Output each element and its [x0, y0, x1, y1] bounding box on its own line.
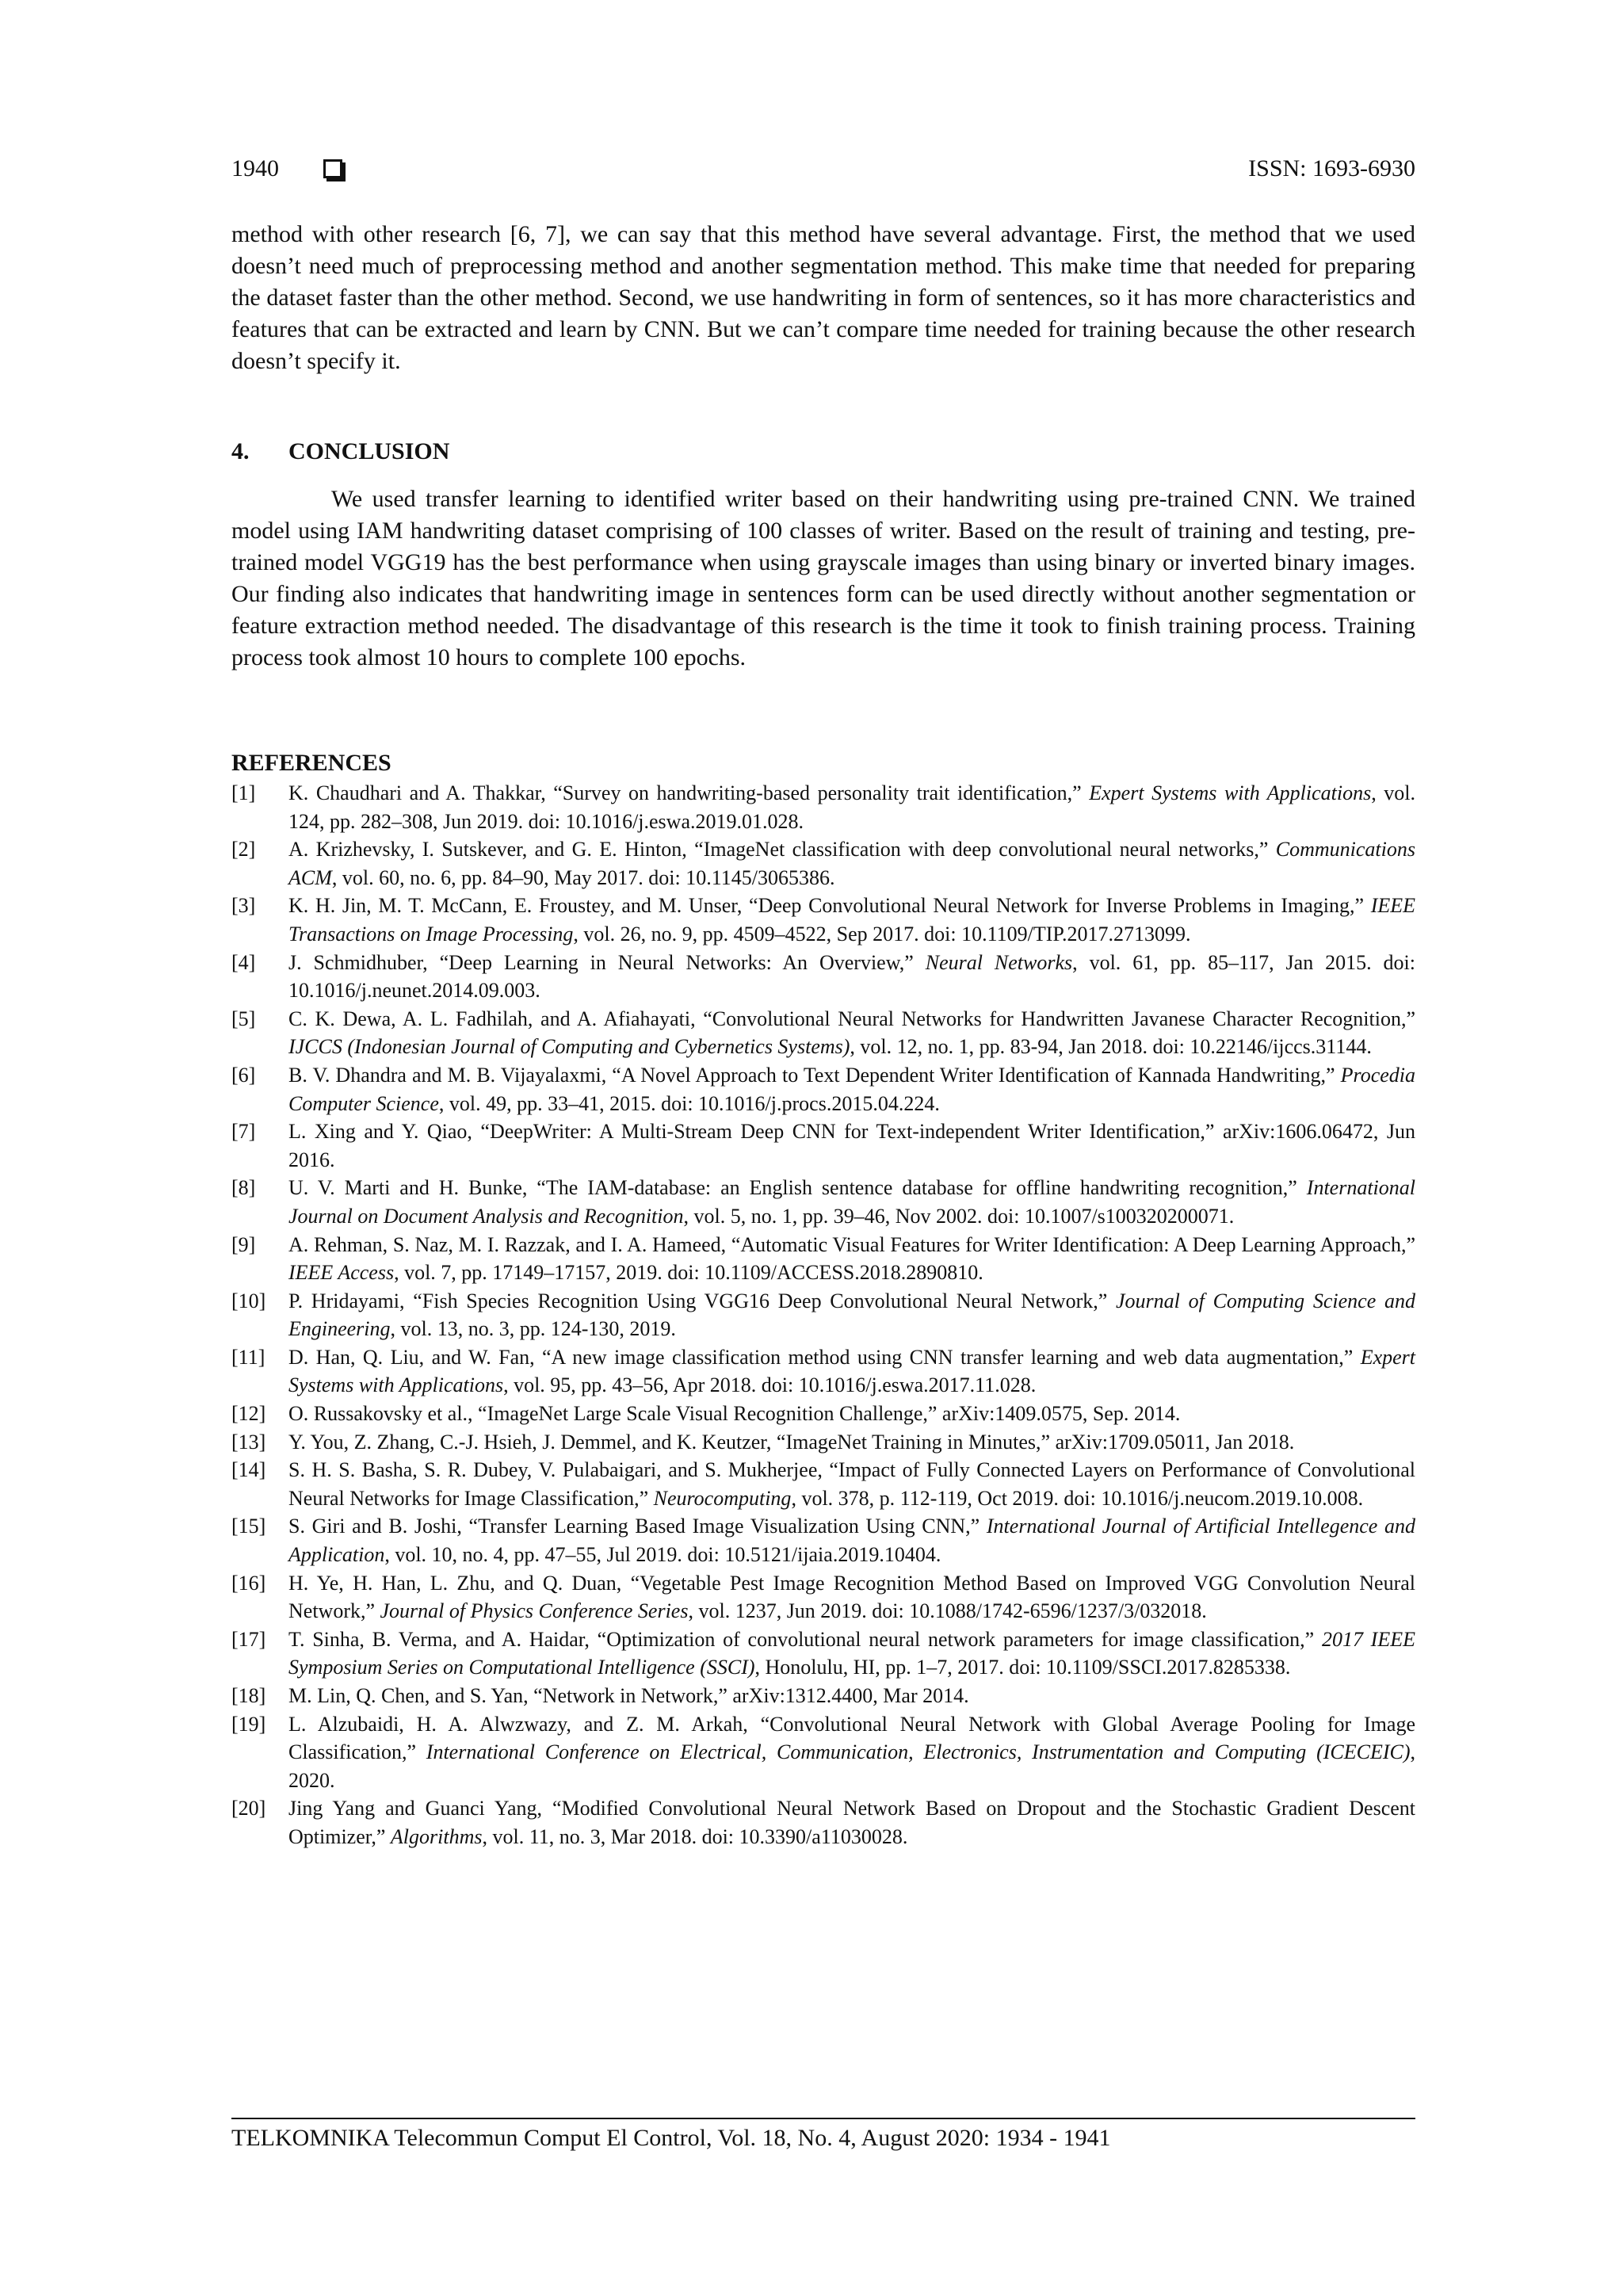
reference-number: [5] — [231, 1007, 256, 1030]
section-number: 4. — [231, 438, 250, 464]
reference-venue: Expert Systems with Applications — [288, 1345, 1415, 1397]
reference-venue: International Journal on Document Analysis and Recognition — [288, 1176, 1415, 1228]
reference-number: [18] — [231, 1684, 266, 1707]
reference-venue: Expert Systems with Applications — [1089, 781, 1372, 804]
footer-citation: TELKOMNIKA Telecommun Comput El Control, Vol. 18, No. 4, August 2020: 1934 - 1941 — [231, 2125, 1111, 2151]
reference-number: [9] — [231, 1232, 256, 1256]
reference-body: J. Schmidhuber, “Deep Learning in Neural Networks: An Overview,” — [288, 950, 926, 974]
reference-number: [16] — [231, 1571, 266, 1595]
reference-venue: 2017 IEEE Symposium Series on Computational Intelligence (SSCI) — [288, 1627, 1415, 1679]
reference-details: , Honolulu, HI, pp. 1–7, 2017. doi: 10.1109/SSCI.2017.8285338. — [754, 1656, 1291, 1679]
reference-body: Y. You, Z. Zhang, C.-J. Hsieh, J. Demmel, and K. Keutzer, “ImageNet Training in Minutes,” arXiv:1709.05011, Jan 2018. — [288, 1430, 1295, 1454]
reference-venue: International Journal of Artificial Intellegence and Application — [288, 1515, 1415, 1567]
reference-number: [7] — [231, 1120, 256, 1144]
section-heading — [231, 436, 449, 468]
reference-text — [288, 1512, 1415, 1568]
reference-item — [231, 1287, 1415, 1343]
reference-details: , vol. 12, no. 1, pp. 83-94, Jan 2018. doi: 10.22146/ijccs.31144. — [850, 1035, 1372, 1059]
reference-item — [231, 1174, 1415, 1230]
reference-item — [231, 892, 1415, 948]
reference-number: [3] — [231, 894, 256, 918]
reference-body: S. Giri and B. Joshi, “Transfer Learning Based Image Visualization Using CNN,” — [288, 1515, 987, 1538]
reference-venue: Communications ACM — [288, 838, 1415, 889]
reference-details: , vol. 11, no. 3, Mar 2018. doi: 10.3390/a11030028. — [482, 1824, 908, 1848]
reference-item — [231, 949, 1415, 1005]
reference-text — [288, 1117, 1415, 1174]
reference-details: , vol. 7, pp. 17149–17157, 2019. doi: 10.1109/ACCESS.2018.2890810. — [394, 1261, 983, 1285]
reference-details: , vol. 378, p. 112-119, Oct 2019. doi: 10.1016/j.neucom.2019.10.008. — [791, 1486, 1364, 1510]
body-paragraph: method with other research [6, 7], we can say that this method have several advantage. First, the method that we used doesn’t need much of preprocessing method and another segmentation method. This make time that needed for preparing the dataset faster than the other method. Second, we use handwriting in form of sentences, so it has more characteristics and features that can be extracted and learn by CNN. But we can’t compare time needed for training because the other research doesn’t specify it. — [231, 221, 1415, 374]
reference-body: T. Sinha, B. Verma, and A. Haidar, “Optimization of convolutional neural network parameters for image classification,” — [288, 1627, 1322, 1651]
reference-text — [288, 1456, 1415, 1512]
reference-details: , vol. 60, no. 6, pp. 84–90, May 2017. doi: 10.1145/3065386. — [331, 865, 835, 889]
reference-item — [231, 1428, 1415, 1457]
reference-body: S. H. S. Basha, S. R. Dubey, V. Pulabaigari, and S. Mukherjee, “Impact of Fully Connected Layers on Performance of Convolutional Neural Networks for Image Classification,” — [288, 1458, 1415, 1510]
reference-body: A. Rehman, S. Naz, M. I. Razzak, and I. A. Hameed, “Automatic Visual Features for Writer Identification: A Deep Learning Approach,” — [288, 1232, 1415, 1256]
reference-text — [288, 1343, 1415, 1400]
reference-number: [17] — [231, 1627, 266, 1651]
reference-item — [231, 835, 1415, 892]
reference-text — [288, 779, 1415, 835]
reference-body: D. Han, Q. Liu, and W. Fan, “A new image classification method using CNN transfer learning and web data augmentation,” — [288, 1345, 1361, 1369]
issn: ISSN: 1693-6930 — [1248, 155, 1415, 181]
reference-item — [231, 1710, 1415, 1795]
reference-number: [15] — [231, 1515, 266, 1538]
reference-item — [231, 1343, 1415, 1400]
reference-details: , vol. 49, pp. 33–41, 2015. doi: 10.1016/j.procs.2015.04.224. — [438, 1091, 940, 1115]
reference-item — [231, 1061, 1415, 1117]
reference-body: K. H. Jin, M. T. McCann, E. Froustey, and M. Unser, “Deep Convolutional Neural Network for Inverse Problems in Imaging,” — [288, 894, 1371, 918]
conclusion-paragraph: We used transfer learning to identified writer based on their handwriting using pre-trained CNN. We trained model using IAM handwriting dataset comprising of 100 classes of writer. Based on the result of training and testing, pre-trained model VGG19 has the best performance when using grayscale images than using binary or inverted binary images. Our finding also indicates that handwriting image in sentences form can be used directly without another segmentation or feature extraction method needed. The disadvantage of this research is the time it took to finish training process. Training process took almost 10 hours to complete 100 epochs. — [231, 486, 1415, 670]
reference-text — [288, 1428, 1415, 1457]
reference-body: C. K. Dewa, A. L. Fadhilah, and A. Afiahayati, “Convolutional Neural Networks for Handwritten Javanese Character Recognition,” — [288, 1007, 1415, 1030]
reference-item — [231, 1400, 1415, 1428]
reference-number: [6] — [231, 1063, 256, 1087]
reference-venue: Neurocomputing — [653, 1486, 792, 1510]
reference-number: [1] — [231, 781, 256, 804]
reference-item — [231, 1569, 1415, 1626]
reference-body: B. V. Dhandra and M. B. Vijayalaxmi, “A Novel Approach to Text Dependent Writer Identification of Kannada Handwriting,” — [288, 1063, 1341, 1087]
reference-text — [288, 1626, 1415, 1682]
reference-number: [20] — [231, 1797, 266, 1820]
square-icon — [323, 159, 342, 178]
page-header — [231, 155, 1415, 190]
reference-text — [288, 949, 1415, 1005]
reference-text — [288, 1400, 1415, 1428]
reference-list — [231, 779, 1415, 1851]
reference-item — [231, 1456, 1415, 1512]
reference-number: [13] — [231, 1430, 266, 1454]
reference-details: , vol. 124, pp. 282–308, Jun 2019. doi: 10.1016/j.eswa.2019.01.028. — [288, 781, 1416, 833]
reference-details: , vol. 5, no. 1, pp. 39–46, Nov 2002. doi: 10.1007/s100320200071. — [683, 1204, 1235, 1228]
reference-item — [231, 1512, 1415, 1568]
reference-venue: International Conference on Electrical, Communication, Electronics, Instrumentation and Computing (ICECEIC) — [426, 1740, 1411, 1764]
reference-text — [288, 1682, 1415, 1710]
reference-body: P. Hridayami, “Fish Species Recognition Using VGG16 Deep Convolutional Neural Network,” — [288, 1289, 1117, 1312]
reference-venue: Journal of Computing Science and Engineering — [288, 1289, 1415, 1341]
reference-item — [231, 779, 1415, 835]
footer-divider — [231, 2118, 1415, 2119]
reference-venue: Procedia Computer Science — [288, 1063, 1415, 1115]
reference-body: U. V. Marti and H. Bunke, “The IAM-database: an English sentence database for offline handwriting recognition,” — [288, 1176, 1307, 1200]
reference-details: , vol. 1237, Jun 2019. doi: 10.1088/1742-6596/1237/3/032018. — [688, 1599, 1207, 1623]
reference-number: [14] — [231, 1458, 266, 1482]
reference-number: [8] — [231, 1176, 256, 1200]
reference-venue: IJCCS (Indonesian Journal of Computing and Cybernetics Systems) — [288, 1035, 850, 1059]
reference-venue: Journal of Physics Conference Series — [380, 1599, 689, 1623]
reference-item — [231, 1794, 1415, 1851]
reference-number: [10] — [231, 1289, 266, 1312]
reference-text — [288, 892, 1415, 948]
reference-item — [231, 1005, 1415, 1061]
reference-body: H. Ye, H. Han, L. Zhu, and Q. Duan, “Vegetable Pest Image Recognition Method Based on Improved VGG Convolution Neural Network,” — [288, 1571, 1415, 1623]
reference-venue: Algorithms — [390, 1824, 483, 1848]
reference-body: O. Russakovsky et al., “ImageNet Large Scale Visual Recognition Challenge,” arXiv:1409.0575, Sep. 2014. — [288, 1402, 1181, 1426]
reference-details: , vol. 26, no. 9, pp. 4509–4522, Sep 2017. doi: 10.1109/TIP.2017.2713099. — [573, 922, 1191, 946]
reference-venue: IEEE Transactions on Image Processing — [288, 894, 1415, 946]
reference-number: [19] — [231, 1712, 266, 1736]
reference-body: L. Alzubaidi, H. A. Alwzwazy, and Z. M. Arkah, “Convolutional Neural Network with Global Average Pooling for Image Classification,” — [288, 1712, 1415, 1764]
reference-item — [231, 1682, 1415, 1710]
reference-venue: Neural Networks — [925, 950, 1073, 974]
reference-body: A. Krizhevsky, I. Sutskever, and G. E. Hinton, “ImageNet classification with deep convolutional neural networks,” — [288, 838, 1276, 861]
reference-number: [4] — [231, 950, 256, 974]
reference-body: K. Chaudhari and A. Thakkar, “Survey on handwriting-based personality trait identification,” — [288, 781, 1090, 804]
reference-number: [12] — [231, 1402, 266, 1426]
reference-details: , vol. 10, no. 4, pp. 47–55, Jul 2019. doi: 10.5121/ijaia.2019.10404. — [384, 1543, 941, 1567]
reference-details: , 2020. — [288, 1740, 1416, 1792]
reference-body: Jing Yang and Guanci Yang, “Modified Convolutional Neural Network Based on Dropout and the Stochastic Gradient Descent Optimizer,” — [288, 1797, 1415, 1848]
reference-number: [2] — [231, 838, 256, 861]
reference-details: , vol. 95, pp. 43–56, Apr 2018. doi: 10.1016/j.eswa.2017.11.028. — [503, 1373, 1037, 1397]
reference-number: [11] — [231, 1345, 265, 1369]
reference-item — [231, 1117, 1415, 1174]
reference-text — [288, 1005, 1415, 1061]
reference-text — [288, 1710, 1415, 1795]
reference-text — [288, 1174, 1415, 1230]
reference-text — [288, 835, 1415, 892]
reference-details: , vol. 61, pp. 85–117, Jan 2015. doi: 10.1016/j.neunet.2014.09.003. — [288, 950, 1415, 1003]
reference-venue: IEEE Access — [288, 1261, 395, 1285]
reference-text — [288, 1231, 1415, 1287]
reference-details: , vol. 13, no. 3, pp. 124-130, 2019. — [390, 1317, 676, 1341]
section-title: CONCLUSION — [288, 438, 450, 464]
reference-body: L. Xing and Y. Qiao, “DeepWriter: A Multi-Stream Deep CNN for Text-independent Writer Identification,” arXiv:1606.06472, Jun 2016. — [288, 1120, 1415, 1171]
references-heading: REFERENCES — [231, 750, 391, 776]
reference-text — [288, 1287, 1415, 1343]
reference-item — [231, 1626, 1415, 1682]
reference-text — [288, 1569, 1415, 1626]
page-number: 1940 — [231, 155, 279, 181]
reference-text — [288, 1061, 1415, 1117]
reference-body: M. Lin, Q. Chen, and S. Yan, “Network in Network,” arXiv:1312.4400, Mar 2014. — [288, 1684, 969, 1707]
reference-text — [288, 1794, 1415, 1851]
reference-item — [231, 1231, 1415, 1287]
